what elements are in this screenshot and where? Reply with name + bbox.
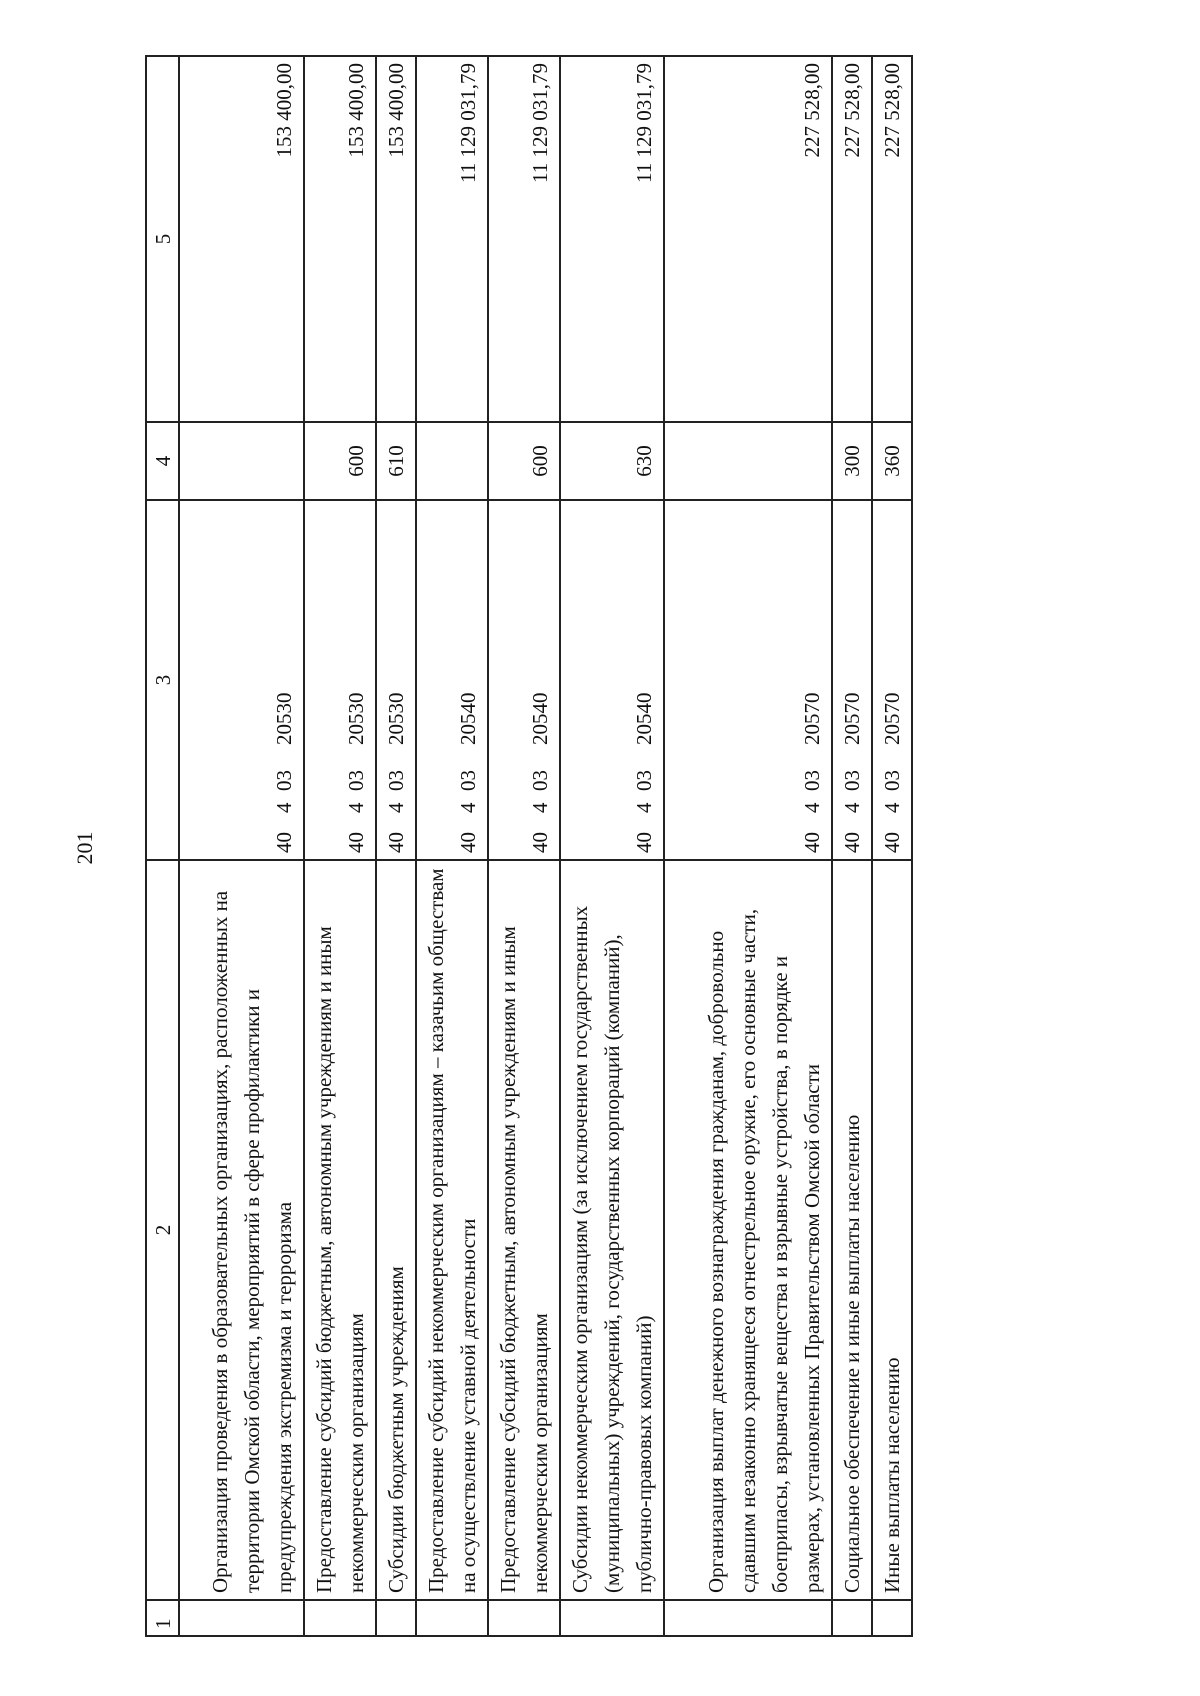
row-amount-cell: 11 129 031,79 <box>416 56 488 422</box>
code-part-1: 40 <box>632 832 656 853</box>
code-part-2: 4 <box>840 802 864 813</box>
row-type-cell: 300 <box>832 422 872 500</box>
row-amount-cell: 153 400,00 <box>376 56 416 422</box>
page-number: 201 <box>72 831 97 865</box>
row-number-cell <box>179 1600 304 1636</box>
code-part-4: 20570 <box>800 692 824 745</box>
row-amount-cell: 227 528,00 <box>872 56 912 422</box>
row-name-cell: Организация проведения в образовательных организациях, расположенных на территории Омской области, мероприятий в сфере профилактики и предупреждения экстремизма и терроризма <box>179 860 304 1600</box>
code-part-3: 03 <box>632 770 656 791</box>
code-part-1: 40 <box>456 832 480 853</box>
code-part-2: 4 <box>632 802 656 813</box>
row-type-cell: 600 <box>304 422 376 500</box>
row-type-cell: 360 <box>872 422 912 500</box>
table-row <box>664 56 832 1636</box>
row-number-cell <box>376 1600 416 1636</box>
column-header-2: 2 <box>146 860 179 1600</box>
row-type-cell <box>179 422 304 500</box>
row-code-cell <box>488 500 560 860</box>
code-part-2: 4 <box>800 802 824 813</box>
code-part-4: 20530 <box>384 692 408 745</box>
code-part-1: 40 <box>384 832 408 853</box>
code-part-4: 20540 <box>528 692 552 745</box>
row-name-cell: Предоставление субсидий некоммерческим организациям – казачьим обществам на осуществление уставной деятельности <box>416 860 488 1600</box>
row-number-cell <box>416 1600 488 1636</box>
row-code-cell <box>416 500 488 860</box>
row-amount-cell: 153 400,00 <box>304 56 376 422</box>
code-part-3: 03 <box>272 770 296 791</box>
table-row <box>416 56 488 1636</box>
code-part-2: 4 <box>880 802 904 813</box>
row-name-cell: Субсидии бюджетным учреждениям <box>376 860 416 1600</box>
row-amount-cell: 11 129 031,79 <box>560 56 664 422</box>
code-part-4: 20530 <box>272 692 296 745</box>
row-code-cell <box>872 500 912 860</box>
row-type-cell: 610 <box>376 422 416 500</box>
row-name-cell: Предоставление субсидий бюджетным, автономным учреждениям и иным некоммерческим организациям <box>304 860 376 1600</box>
row-name-cell: Организация выплат денежного вознаграждения гражданам, добровольно сдавшим незаконно хранящееся огнестрельное оружие, его основные части, боеприпасы, взрывчатые вещества и взрывные устройства, в порядке и размерах, установленных Правительством Омской области <box>664 860 832 1600</box>
code-part-3: 03 <box>840 770 864 791</box>
row-code-cell <box>179 500 304 860</box>
code-part-3: 03 <box>344 770 368 791</box>
code-part-2: 4 <box>344 802 368 813</box>
row-type-cell <box>664 422 832 500</box>
column-header-1: 1 <box>146 1600 179 1636</box>
code-part-2: 4 <box>456 802 480 813</box>
table-rotation-frame <box>145 57 905 1637</box>
table-row <box>488 56 560 1636</box>
row-type-cell: 600 <box>488 422 560 500</box>
row-number-cell <box>488 1600 560 1636</box>
code-part-2: 4 <box>528 802 552 813</box>
row-amount-cell: 227 528,00 <box>832 56 872 422</box>
code-part-3: 03 <box>880 770 904 791</box>
row-code-cell <box>664 500 832 860</box>
row-amount-cell: 227 528,00 <box>664 56 832 422</box>
table-row <box>376 56 416 1636</box>
code-part-4: 20540 <box>456 692 480 745</box>
table-row <box>179 56 304 1636</box>
row-amount-cell: 11 129 031,79 <box>488 56 560 422</box>
table-row <box>832 56 872 1636</box>
code-part-1: 40 <box>344 832 368 853</box>
column-header-4: 4 <box>146 422 179 500</box>
row-number-cell <box>872 1600 912 1636</box>
code-part-3: 03 <box>456 770 480 791</box>
code-part-2: 4 <box>384 802 408 813</box>
table-row <box>560 56 664 1636</box>
row-code-cell <box>560 500 664 860</box>
code-part-3: 03 <box>528 770 552 791</box>
row-name-cell: Иные выплаты населению <box>872 860 912 1600</box>
row-number-cell <box>560 1600 664 1636</box>
table-container <box>145 57 905 1637</box>
row-code-cell <box>376 500 416 860</box>
code-part-1: 40 <box>840 832 864 853</box>
table-row <box>872 56 912 1636</box>
budget-table <box>145 55 913 1637</box>
row-code-cell <box>832 500 872 860</box>
code-part-4: 20570 <box>880 692 904 745</box>
table-header-row <box>146 56 179 1636</box>
code-part-4: 20540 <box>632 692 656 745</box>
code-part-4: 20570 <box>840 692 864 745</box>
code-part-1: 40 <box>880 832 904 853</box>
row-number-cell <box>832 1600 872 1636</box>
row-name-cell: Социальное обеспечение и иные выплаты населению <box>832 860 872 1600</box>
code-part-3: 03 <box>384 770 408 791</box>
row-type-cell: 630 <box>560 422 664 500</box>
row-code-cell <box>304 500 376 860</box>
row-amount-cell: 153 400,00 <box>179 56 304 422</box>
code-part-1: 40 <box>800 832 824 853</box>
code-part-1: 40 <box>528 832 552 853</box>
row-name-cell: Предоставление субсидий бюджетным, автономным учреждениям и иным некоммерческим организациям <box>488 860 560 1600</box>
row-number-cell <box>664 1600 832 1636</box>
row-type-cell <box>416 422 488 500</box>
column-header-3: 3 <box>146 500 179 860</box>
code-part-1: 40 <box>272 832 296 853</box>
code-part-2: 4 <box>272 802 296 813</box>
code-part-3: 03 <box>800 770 824 791</box>
table-row <box>304 56 376 1636</box>
row-name-cell: Субсидии некоммерческим организациям (за исключением государственных (муниципальных) учреждений, государственных корпораций (компаний), публично-правовых компаний) <box>560 860 664 1600</box>
column-header-5: 5 <box>146 56 179 422</box>
row-number-cell <box>304 1600 376 1636</box>
code-part-4: 20530 <box>344 692 368 745</box>
